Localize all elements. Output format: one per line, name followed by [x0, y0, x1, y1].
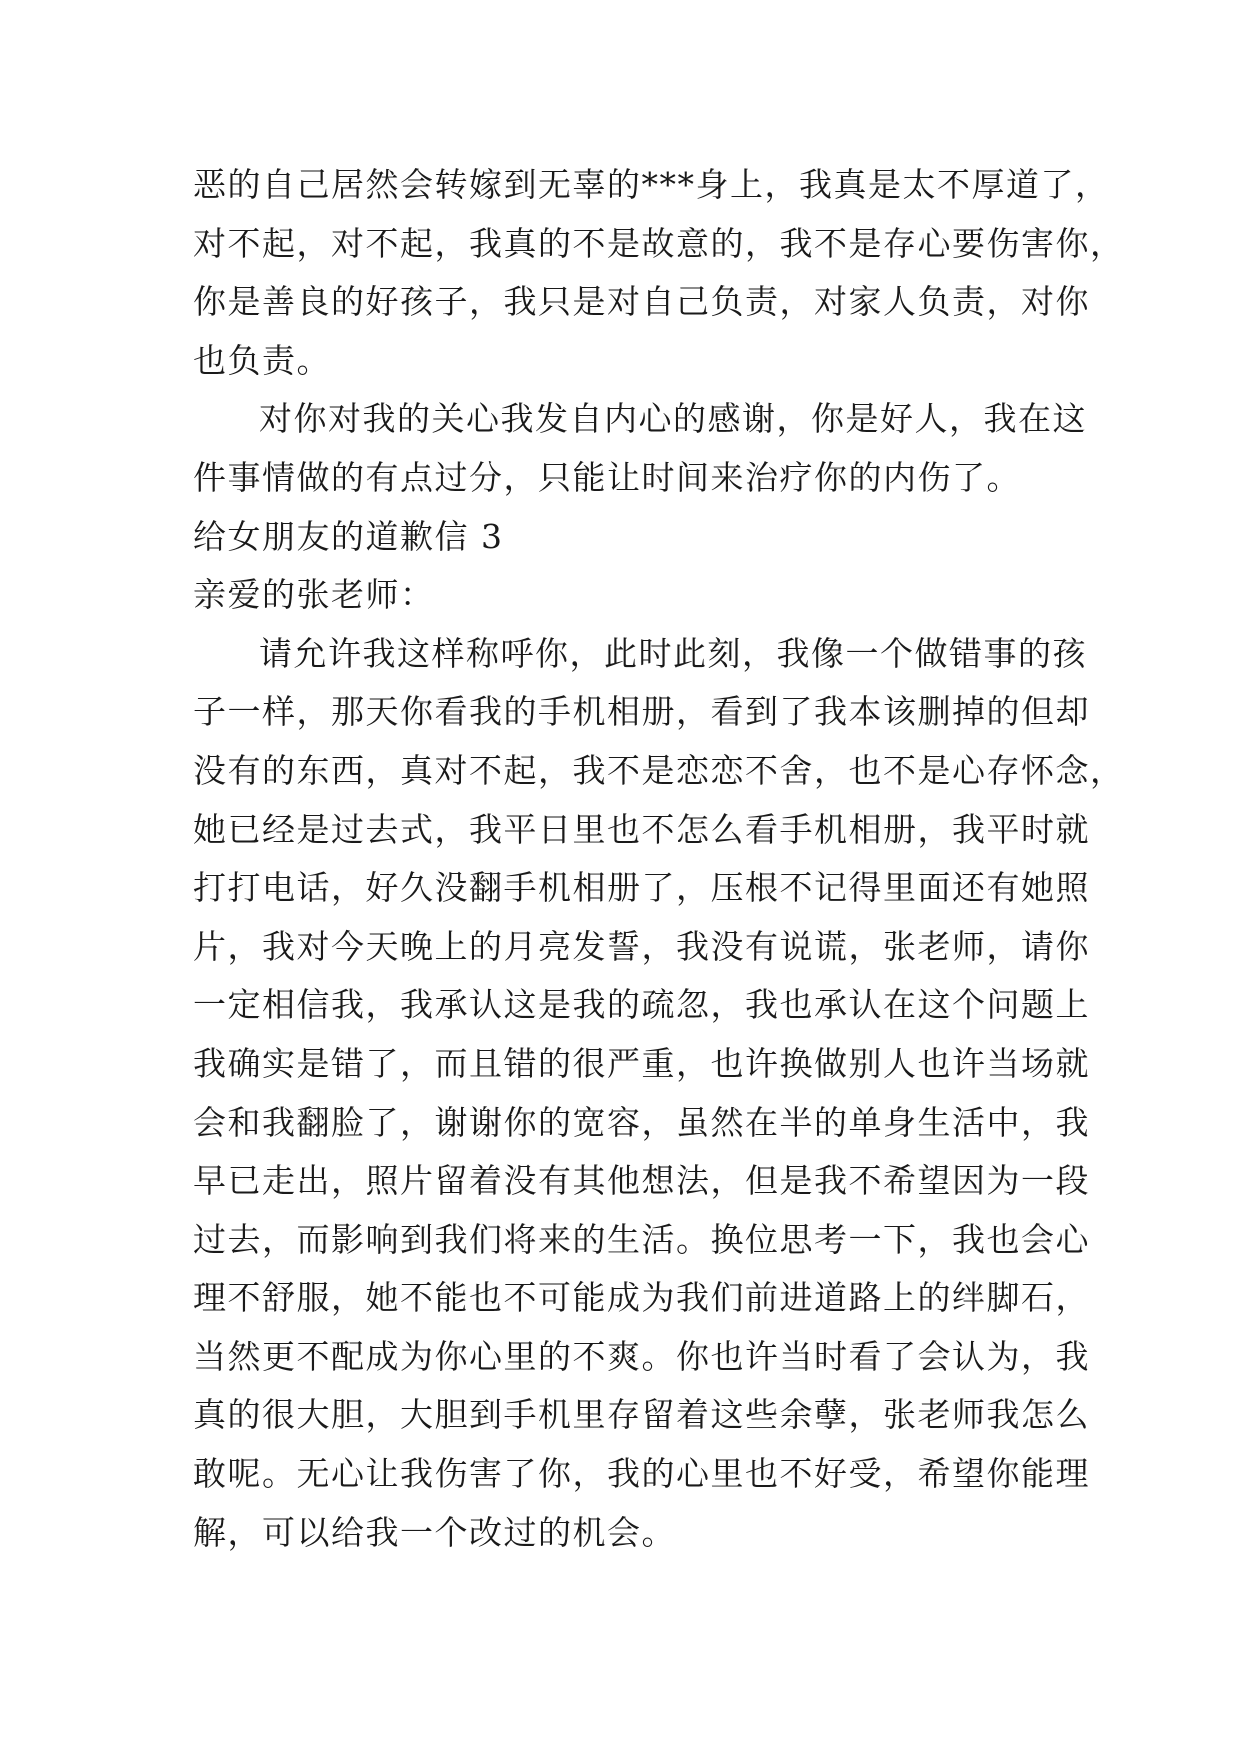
text-line: 对不起，对不起，我真的不是故意的，我不是存心要伤害你，: [193, 223, 1125, 263]
paragraph-first-line: 请允许我这样称呼你，此时此刻，我像一个做错事的孩: [259, 633, 1087, 673]
salutation: 亲爱的张老师：: [193, 575, 435, 615]
text-line: 我确实是错了，而且错的很严重，也许换做别人也许当场就: [193, 1043, 1090, 1083]
text-line: 敢呢。无心让我伤害了你，我的心里也不好受，希望你能理: [193, 1454, 1090, 1494]
paragraph-first-line: 对你对我的关心我发自内心的感谢，你是好人，我在这: [259, 399, 1087, 439]
text-line: 理不舒服，她不能也不可能成为我们前进道路上的绊脚石，: [193, 1278, 1090, 1318]
text-line: 片，我对今天晚上的月亮发誓，我没有说谎，张老师，请你: [193, 926, 1090, 966]
text-line: 早已走出，照片留着没有其他想法，但是我不希望因为一段: [193, 1161, 1090, 1201]
text-line: 子一样，那天你看我的手机相册，看到了我本该删掉的但却: [193, 692, 1090, 732]
text-line: 一定相信我，我承认这是我的疏忽，我也承认在这个问题上: [193, 985, 1090, 1025]
text-line: 解，可以给我一个改过的机会。: [193, 1512, 676, 1552]
text-line: 没有的东西，真对不起，我不是恋恋不舍，也不是心存怀念，: [193, 750, 1125, 790]
text-line: 打打电话，好久没翻手机相册了，压根不记得里面还有她照: [193, 868, 1090, 908]
text-line: 恶的自己居然会转嫁到无辜的***身上，我真是太不厚道了，: [193, 165, 1110, 204]
text-line: 她已经是过去式，我平日里也不怎么看手机相册，我平时就: [193, 809, 1090, 849]
text-line: 你是善良的好孩子，我只是对自己负责，对家人负责，对你: [193, 282, 1090, 322]
section-heading: 给女朋友的道歉信 3: [193, 516, 504, 556]
text-line: 当然更不配成为你心里的不爽。你也许当时看了会认为，我: [193, 1336, 1090, 1376]
text-line: 也负责。: [193, 340, 331, 380]
text-line: 件事情做的有点过分，只能让时间来治疗你的内伤了。: [193, 457, 1021, 497]
text-line: 真的很大胆，大胆到手机里存留着这些余孽，张老师我怎么: [193, 1395, 1090, 1435]
document-body: [193, 156, 1125, 1562]
text-line: 过去，而影响到我们将来的生活。换位思考一下，我也会心: [193, 1219, 1090, 1259]
text-line: 会和我翻脸了，谢谢你的宽容，虽然在半的单身生活中，我: [193, 1102, 1090, 1142]
